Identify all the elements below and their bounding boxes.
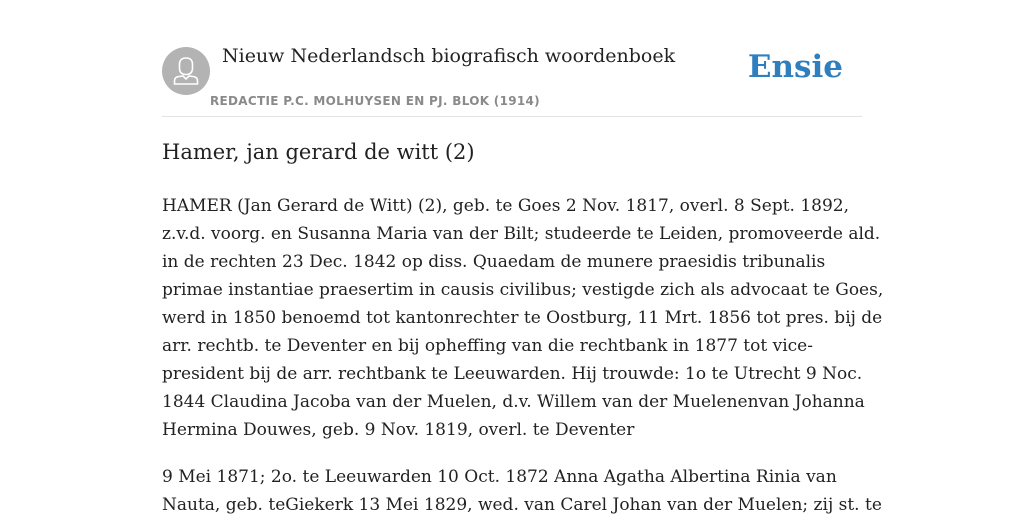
ensie-logo[interactable]: Ensie — [747, 49, 843, 85]
text-line: arr. rechtb. te Deventer en bij opheffing van die rechtbank in 1877 tot vice- — [162, 336, 813, 356]
text-line: primae instantiae praesertim in causis civilibus; vestigde zich als advocaat te Goes, — [162, 280, 884, 300]
text-line: HAMER (Jan Gerard de Witt) (2), geb. te Goes 2 Nov. 1817, overl. 8 Sept. 1892, — [162, 196, 850, 216]
text-line: werd in 1850 benoemd tot kantonrechter te Oostburg, 11 Mrt. 1856 tot pres. bij de — [162, 308, 883, 328]
article-page — [162, 0, 884, 515]
entry-paragraph — [162, 192, 884, 444]
entry-title: Hamer, jan gerard de witt (2) — [162, 140, 475, 164]
text-line: in de rechten 23 Dec. 1842 op diss. Quaedam de munere praesidis tribunalis — [162, 252, 826, 272]
text-line: Hermina Douwes, geb. 9 Nov. 1819, overl. te Deventer — [162, 420, 635, 440]
user-avatar-icon — [162, 47, 210, 95]
text-line: 1844 Claudina Jacoba van der Muelen, d.v. Willem van der Muelenenvan Johanna — [162, 392, 865, 412]
text-line: 9 Mei 1871; 2o. te Leeuwarden 10 Oct. 1872 Anna Agatha Albertina Rinia van — [162, 467, 837, 487]
source-header — [162, 0, 862, 117]
text-line: z.v.d. voorg. en Susanna Maria van der Bilt; studeerde te Leiden, promoveerde ald. — [162, 224, 881, 244]
source-subtitle: REDACTIE P.C. MOLHUYSEN EN PJ. BLOK (1914) — [210, 94, 540, 108]
text-line: president bij de arr. rechtbank te Leeuwarden. Hij trouwde: 1o te Utrecht 9 Noc. — [162, 364, 863, 384]
entry-paragraph — [162, 463, 882, 519]
source-title[interactable]: Nieuw Nederlandsch biografisch woordenboek — [222, 45, 676, 67]
text-line: Nauta, geb. teGiekerk 13 Mei 1829, wed. van Carel Johan van der Muelen; zij st. te — [162, 495, 882, 515]
